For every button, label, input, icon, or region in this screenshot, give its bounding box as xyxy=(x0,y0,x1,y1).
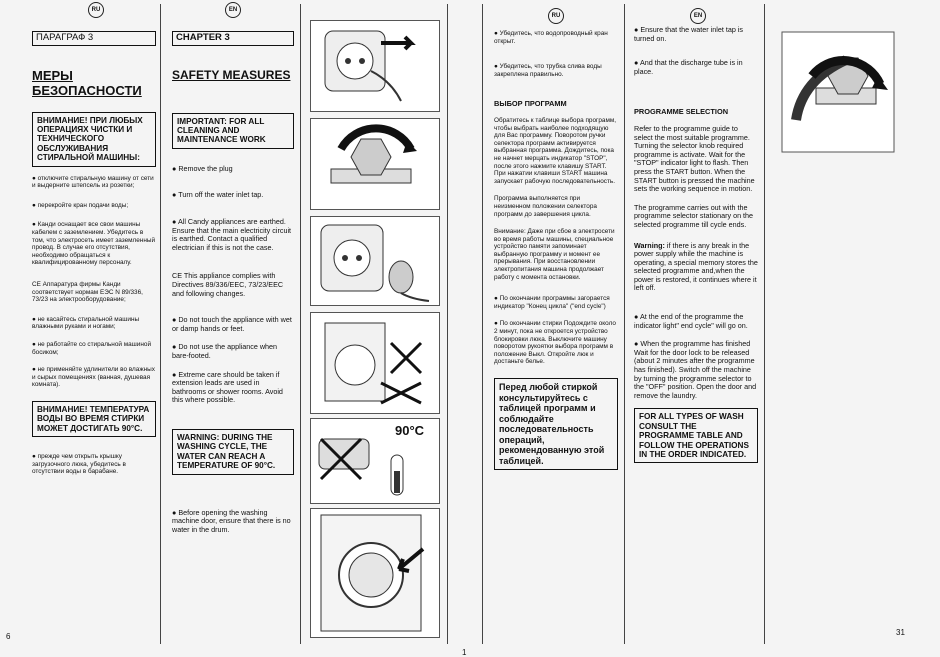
bullet-text: ● All Candy appliances are earthed. Ensure that the main electricity circuit is earthed. Contact a qualified electrician if this is not the case. xyxy=(172,217,292,252)
consult-table-box: FOR ALL TYPES OF WASH CONSULT THE PROGRAMME TABLE AND FOLLOW THE OPERATIONS IN THE ORDER INDICATED. xyxy=(634,408,758,463)
bullet-text: ● And that the discharge tube is in place. xyxy=(634,58,743,76)
ru-column xyxy=(494,0,618,645)
chapter-heading: CHAPTER 3 xyxy=(172,31,294,46)
left-page xyxy=(0,0,462,657)
bullet-text: ● Do not use the appliance when bare-footed. xyxy=(172,342,278,360)
bullet-text: ● По окончании стирки Подождите около 2 минут, пока не откроется устройство блокировки люка. Выключите машину поворотом рукоятки выбора программ в положение Выкл. Откройте люк и достаньте белье. xyxy=(494,320,616,366)
earthed-socket-illustration xyxy=(310,216,440,306)
bullet-text: CE This appliance complies with Directives 89/336/EEC, 73/23/EEC and following changes. xyxy=(172,271,284,298)
en-flag-icon: EN xyxy=(225,2,241,18)
extension-lead-and-temperature-illustration xyxy=(310,418,440,504)
bullet-text: ● не касайтесь стиральной машины влажными руками и ногами; xyxy=(32,315,140,331)
section-heading: PROGRAMME SELECTION xyxy=(634,107,729,117)
bullet-text: ● Убедитесь, что трубка слива воды закреплена правильно. xyxy=(494,63,602,78)
important-box: IMPORTANT: FOR ALL CLEANING AND MAINTENANCE WORK xyxy=(172,113,294,149)
section-title: МЕРЫ БЕЗОПАСНОСТИ xyxy=(32,67,142,98)
bullet-text: ● не применяйте удлинители во влажных и сырых помещениях (ванная, душевая комната). xyxy=(32,366,155,389)
paragraph: Refer to the programme guide to select the most suitable programme. Turning the selector knob required programme is activate. Wait for the "STOP" indicator light to flash. Then press the START button. When the START button is pressed the machine sets the working sequence in motion. xyxy=(634,123,755,194)
bullet-text: ● At the end of the programme the indicator light" end cycle" will go on. xyxy=(634,312,748,330)
bullet-text: ● перекройте кран подачи воды; xyxy=(32,201,129,209)
warning-box: ВНИМАНИЕ! ТЕМПЕРАТУРА ВОДЫ ВО ВРЕМЯ СТИРКИ МОЖЕТ ДОСТИГАТЬ 90°С. xyxy=(32,401,156,437)
warning-paragraph xyxy=(634,242,758,294)
section-title: SAFETY MEASURES xyxy=(172,67,291,82)
paragraph: Программа выполняется при неизменном положении селектора программ до завершения цикла. xyxy=(494,195,597,218)
bullet-text: ● Канди оснащает все свои машины кабелем с заземлением. Убедитесь в том, что электросеть имеет заземленный провод. В случае его отсутствия, необходимо обращаться к квалифицированному персоналу. xyxy=(32,221,156,267)
bullet-text: ● Ensure that the water inlet tap is turned on. xyxy=(634,25,744,43)
bullet-text: ● Do not touch the appliance with wet or damp hands or feet. xyxy=(172,315,292,333)
en-column xyxy=(172,0,294,645)
bullet-text: ● Remove the plug xyxy=(172,163,233,173)
bullet-text: ● Убедитесь, что водопроводный кран открыт. xyxy=(494,30,608,45)
ru-flag-icon: RU xyxy=(548,8,564,24)
important-box: ВНИМАНИЕ! ПРИ ЛЮБЫХ ОПЕРАЦИЯХ ЧИСТКИ И ТЕХНИЧЕСКОГО ОБСЛУЖИВАНИЯ СТИРАЛЬНОЙ МАШИНЫ: xyxy=(32,112,156,167)
bullet-text: ● Turn off the water inlet tap. xyxy=(172,190,264,200)
page-number: 31 xyxy=(896,628,905,637)
bullet-text: ● не работайте со стиральной машиной босиком; xyxy=(32,340,152,356)
warning-box: WARNING: DURING THE WASHING CYCLE, THE WATER CAN REACH A TEMPERATURE OF 90°C. xyxy=(172,429,294,475)
plug-removal-illustration xyxy=(310,20,440,112)
en-column xyxy=(634,0,758,645)
water-tap-illustration xyxy=(310,118,440,210)
ru-column xyxy=(32,0,156,645)
en-flag-icon: EN xyxy=(690,8,706,24)
page-number: 6 xyxy=(6,632,11,641)
bullet-text: ● По окончании программы загорается индикатор "Конец цикла" ("end cycle") xyxy=(494,295,610,310)
column-divider xyxy=(160,4,161,644)
machine-door-illustration xyxy=(310,508,440,638)
consult-table-box: Перед любой стиркой консультируйтесь с таблицей программ и соблюдайте последовательность операций, рекомендованную этой таблицей. xyxy=(494,378,618,470)
column-divider xyxy=(300,4,301,644)
column-divider xyxy=(482,4,483,644)
bullet-text: CE Аппаратура фирмы Канди соответствует нормам ЕЭС N 89/336, 73/23 на электрооборудование; xyxy=(32,280,143,304)
tap-and-hose-illustration xyxy=(776,28,900,156)
ru-flag-icon: RU xyxy=(88,2,104,18)
column-divider xyxy=(764,4,765,644)
warning-lead: Warning: xyxy=(634,240,665,250)
warning-text: if there is any break in the power supply while the machine is operating, a special memory stores the selected programme and,when the power is restored, it continues where it left off. xyxy=(634,240,758,293)
bullet-text: ● Extreme care should be taken if extension leads are used in bathrooms or shower rooms. Avoid this where possible. xyxy=(172,369,283,405)
bullet-text: ● Before opening the washing machine door, ensure that there is no water in the drum. xyxy=(172,507,291,534)
right-page xyxy=(474,0,940,657)
paragraph: Внимание: Даже при сбое в электросети во время работы машины, специальное устройство памяти запоминает выбранную программу и момент ее прерывания. При восстановлении электропитания машина продолжает работу с момента остановки. xyxy=(494,228,615,281)
bullet-text: ● отключите стиральную машину от сети и выдерните штепсель из розетки; xyxy=(32,174,154,190)
column-divider xyxy=(624,4,625,644)
wet-hands-warning-illustration xyxy=(310,312,440,414)
paragraph: The programme carries out with the programme selector stationary on the selected programme till cycle ends. xyxy=(634,202,754,229)
column-divider xyxy=(447,4,448,644)
temperature-label: 90°C xyxy=(395,423,425,438)
bullet-text: ● прежде чем открыть крышку загрузочного люка, убедитесь в отсутствии воды в барабане. xyxy=(32,453,126,476)
section-heading: ВЫБОР ПРОГРАММ xyxy=(494,99,567,109)
gutter-mark: 1 xyxy=(462,648,467,657)
chapter-heading: ПАРАГРАФ 3 xyxy=(32,31,156,46)
paragraph: Обратитесь к таблице выбора программ, чтобы выбрать наиболее подходящую для Вас программу. Поворотом ручки селектора программ активируется выбранная программа. Дождитесь, пока не начнет мерцать индикатор "STOP", после этого нажмите клавишу START. При нажатии клавиши START машина запускает рабочую последовательность. xyxy=(494,116,617,185)
bullet-text: ● When the programme has finished Wait for the door lock to be released (about 2 minutes after the programme has finished). Switch off the machine by turning the programme selector to the "OFF" position. Open the door and remove the laundry. xyxy=(634,339,757,400)
